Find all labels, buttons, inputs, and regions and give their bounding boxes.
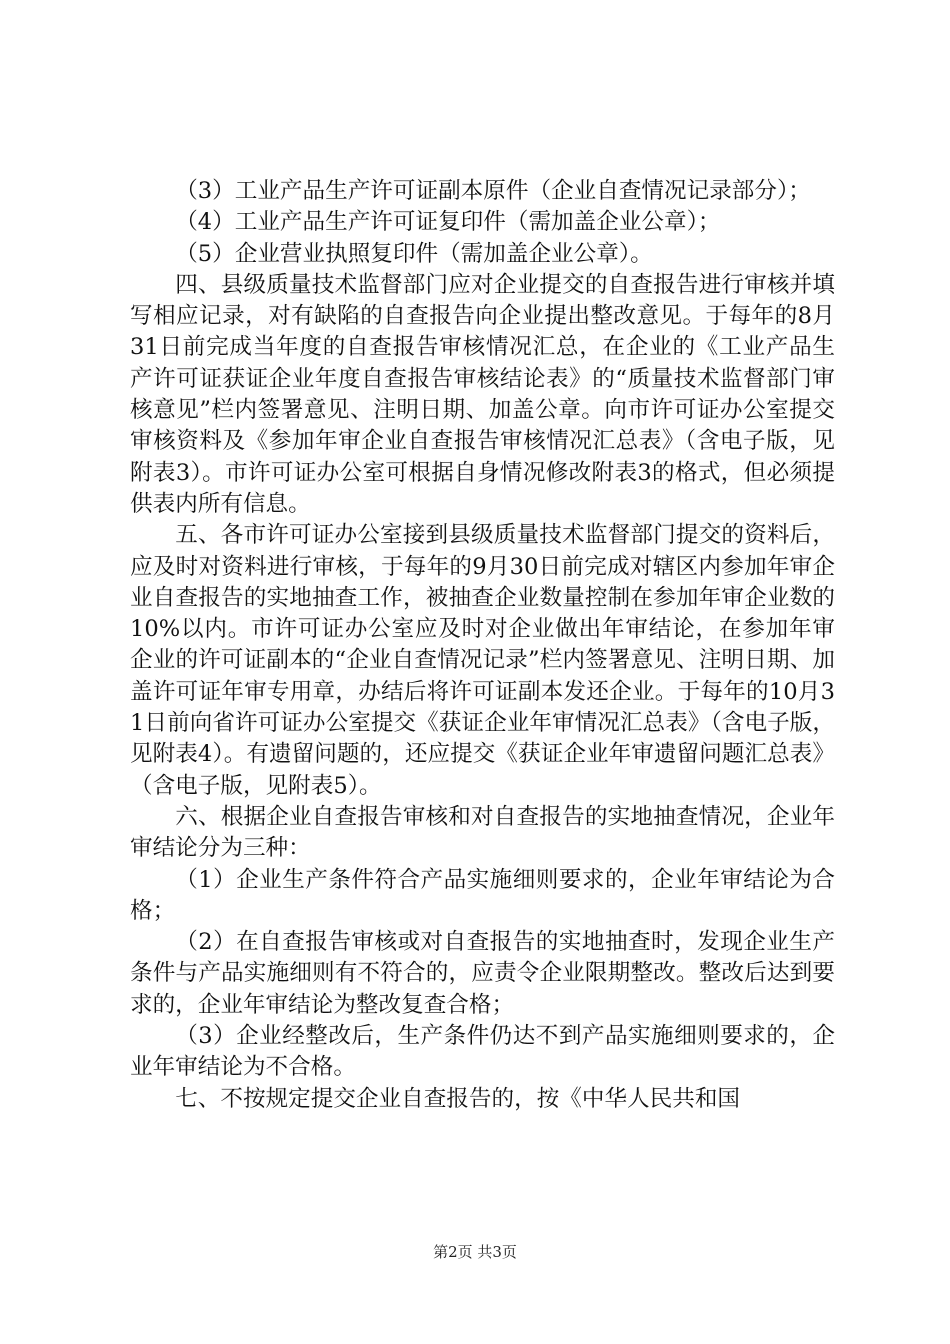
paragraph-section-4: 四、县级质量技术监督部门应对企业提交的自查报告进行审核并填写相应记录，对有缺陷的自查报告向企业提出整改意见。于每年的8月31日前完成当年度的自查报告审核情况汇总，在企业的《工业产品生产许可证获证企业年度自查报告审核结论表》的“质量技术监督部门审核意见”栏内签署意见、注明日期、加盖公章。向市许可证办公室提交审核资料及《参加年审企业自查报告审核情况汇总表》（含电子版，见附表3）。市许可证办公室可根据自身情况修改附表3的格式，但必须提供表内所有信息。 <box>130 271 835 517</box>
paragraph-section-7: 七、不按规定提交企业自查报告的，按《中华人民共和国 <box>175 1085 741 1112</box>
paragraph-item-3: （3）工业产品生产许可证副本原件（企业自查情况记录部分）； <box>175 178 811 204</box>
paragraph-conclusion-3: （3）企业经整改后，生产条件仍达不到产品实施细则要求的，企业年审结论为不合格。 <box>130 1023 835 1081</box>
paragraph-section-6: 六、根据企业自查报告审核和对自查报告的实地抽查情况，企业年审结论分为三种： <box>130 803 835 862</box>
page-footer <box>0 1242 950 1262</box>
paragraph-conclusion-1: （1）企业生产条件符合产品实施细则要求的，企业年审结论为合格； <box>130 866 835 924</box>
paragraph-item-4: （4）工业产品生产许可证复印件（需加盖企业公章）； <box>175 209 721 236</box>
document-body <box>130 176 835 1115</box>
paragraph-item-5: （5）企业营业执照复印件（需加盖企业公章）。 <box>175 240 653 267</box>
page-number-label: 第2页 共3页 <box>433 1243 517 1261</box>
paragraph-section-5: 五、各市许可证办公室接到县级质量技术监督部门提交的资料后，应及时对资料进行审核，于每年的9月30日前完成对辖区内参加年审企业自查报告的实地抽查工作，被抽查企业数量控制在参加年审企业数的10%以内。市许可证办公室应及时对企业做出年审结论，在参加年审企业的许可证副本的“企业自查情况记录”栏内签署意见、注明日期、加盖许可证年审专用章，办结后将许可证副本发还企业。于每年的10月31日前向省许可证办公室提交《获证企业年审情况汇总表》（含电子版，见附表4）。有遗留问题的，还应提交《获证企业年审遗留问题汇总表》（含电子版，见附表5）。 <box>130 522 835 799</box>
paragraph-conclusion-2: （2）在自查报告审核或对自查报告的实地抽查时，发现企业生产条件与产品实施细则有不符合的，应责令企业限期整改。整改后达到要求的，企业年审结论为整改复查合格； <box>130 929 835 1018</box>
